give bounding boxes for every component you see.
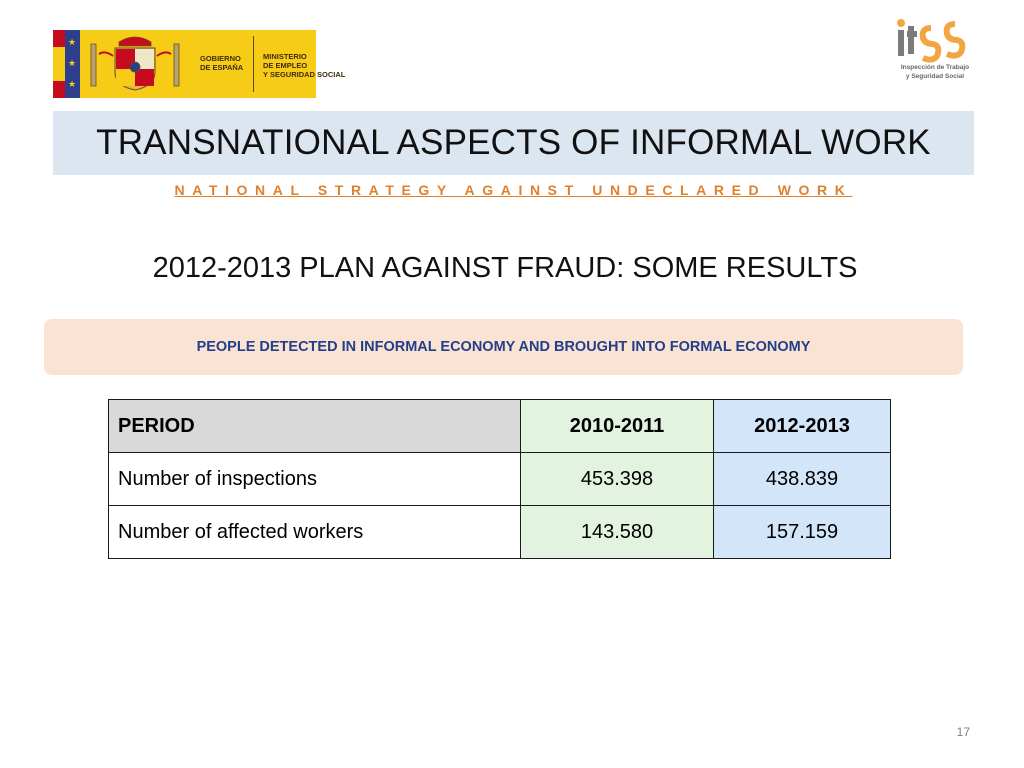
cell-2012-2013: 438.839	[714, 453, 891, 506]
ministerio-text: MINISTERIO DE EMPLEO Y SEGURIDAD SOCIAL	[263, 52, 346, 79]
page-number: 17	[956, 725, 970, 739]
coat-of-arms-icon	[85, 34, 185, 94]
subtitle-text: NATIONAL STRATEGY AGAINST UNDECLARED WORK	[174, 182, 853, 198]
header-period: PERIOD	[109, 400, 521, 453]
header-2012-2013: 2012-2013	[714, 400, 891, 453]
table-header-row	[109, 400, 891, 453]
itss-logo-text: Inspección de Trabajo y Seguridad Social	[900, 64, 970, 80]
cell-2010-2011: 143.580	[521, 506, 714, 559]
banner-text: PEOPLE DETECTED IN INFORMAL ECONOMY AND BROUGHT INTO FORMAL ECONOMY	[196, 339, 811, 355]
cell-2012-2013: 157.159	[714, 506, 891, 559]
header-2010-2011: 2010-2011	[521, 400, 714, 453]
title-bar	[53, 111, 974, 175]
results-table	[108, 399, 891, 559]
table-row	[109, 506, 891, 559]
gobierno-text: GOBIERNO DE ESPAÑA	[200, 54, 244, 72]
eu-stars-icon: ★ ★ ★	[65, 30, 80, 98]
section-heading: 2012-2013 PLAN AGAINST FRAUD: SOME RESULTS	[152, 252, 858, 284]
page-title: TRANSNATIONAL ASPECTS OF INFORMAL WORK	[96, 123, 931, 162]
logo-divider	[253, 36, 254, 92]
subtitle	[53, 182, 974, 198]
cell-2010-2011: 453.398	[521, 453, 714, 506]
table-row	[109, 453, 891, 506]
row-label: Number of affected workers	[109, 506, 521, 559]
gobierno-espana-logo	[53, 30, 346, 98]
row-label: Number of inspections	[109, 453, 521, 506]
results-banner	[44, 319, 963, 375]
